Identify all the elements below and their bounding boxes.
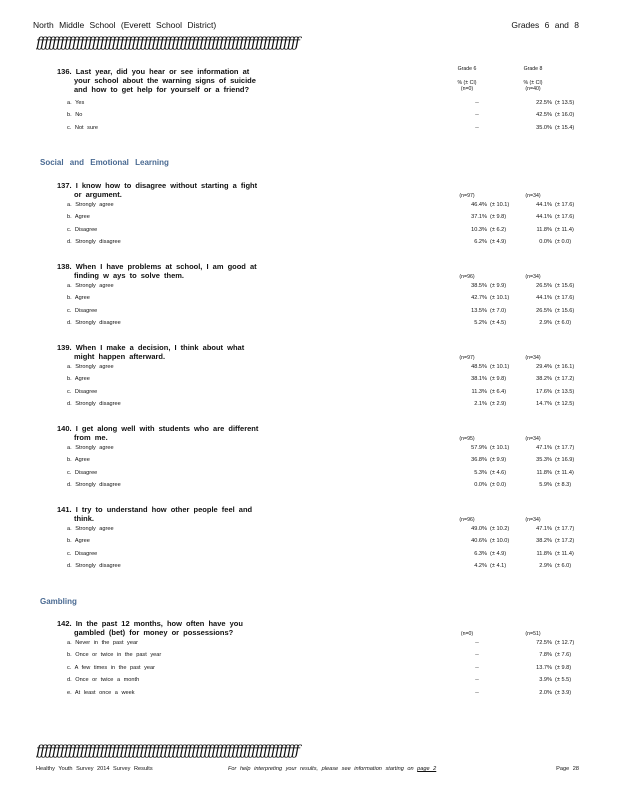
grade8-percent: 44.1% xyxy=(536,295,552,302)
grade6-column-header xyxy=(445,66,489,87)
response-label: c. Not sure xyxy=(67,124,99,131)
response-label: b. Agree xyxy=(67,295,90,302)
question-line: In the past 12 months, how often have you xyxy=(75,619,243,628)
response-label: b. Agree xyxy=(67,214,90,221)
question-number: 136. xyxy=(57,67,72,76)
grade6-no-data: -- xyxy=(475,689,479,696)
grade8-sample-size: (n=34) xyxy=(525,274,541,280)
response-row xyxy=(67,214,587,224)
grade8-percent: 35.3% xyxy=(536,457,552,464)
response-label: b. Agree xyxy=(67,376,90,383)
grade8-sample-size: (n=34) xyxy=(525,436,541,442)
grade8-percent: 44.1% xyxy=(536,214,552,221)
grade6-ci: (± 4.9) xyxy=(490,550,507,557)
pct-ci-label: % (± CI) xyxy=(523,80,543,86)
page-number: Page 28 xyxy=(556,766,579,772)
response-row xyxy=(67,652,587,662)
question-text xyxy=(57,68,282,94)
response-label: d. Strongly disagree xyxy=(67,482,121,489)
grade6-percent: 48.5% xyxy=(471,364,487,370)
question-line: When I make a decision, I think about what xyxy=(75,343,245,352)
response-label: c. Disagree xyxy=(67,469,98,476)
grade8-percent: 26.5% xyxy=(536,307,552,314)
response-row xyxy=(67,125,587,135)
grade8-percent: 7.8% xyxy=(539,652,552,659)
response-label: b. Agree xyxy=(67,457,90,464)
grade6-label: Grade 6 xyxy=(457,66,477,72)
grade6-percent: 10.3% xyxy=(471,226,487,233)
grade8-percent: 11.8% xyxy=(536,469,552,476)
school-name: North Middle School (Everett School District) xyxy=(33,20,217,30)
page-header xyxy=(33,20,579,34)
grade8-ci: (± 12.7) xyxy=(555,640,575,646)
grade6-ci: (± 10.1) xyxy=(490,364,510,370)
grade6-percent: 42.7% xyxy=(471,295,487,302)
response-label: e. At least once a week xyxy=(67,689,135,696)
response-row xyxy=(67,482,587,492)
grade6-percent: 57.9% xyxy=(471,445,487,451)
grade6-ci: (± 10.1) xyxy=(490,445,510,451)
grade6-no-data: -- xyxy=(475,100,479,106)
grade6-ci: (± 9.9) xyxy=(490,457,507,464)
question-line: finding w ays to solve them. xyxy=(74,270,185,280)
grade6-no-data: -- xyxy=(475,124,479,131)
grade8-ci: (± 17.2) xyxy=(555,538,575,545)
grade8-percent: 2.9% xyxy=(539,320,552,327)
grade8-ci: (± 8.3) xyxy=(555,482,572,489)
footer-survey-title: Healthy Youth Survey 2014 Survey Results xyxy=(36,766,153,772)
grade6-percent: 38.5% xyxy=(471,283,487,289)
grade8-percent: 17.6% xyxy=(536,388,552,395)
grade6-ci: (± 6.4) xyxy=(490,388,507,395)
grade8-sample-size: (n=34) xyxy=(525,193,541,199)
response-label: c. Disagree xyxy=(67,226,98,233)
grade8-ci: (± 17.6) xyxy=(555,295,575,302)
question-line: your school about the warning signs of suicide xyxy=(74,75,256,85)
response-label: d. Once or twice a month xyxy=(67,677,140,684)
question-text xyxy=(57,263,282,281)
grade8-percent: 2.0% xyxy=(539,689,552,696)
grade6-sample-size: (n=97) xyxy=(459,193,475,199)
grade6-sample-size: (n=96) xyxy=(459,274,475,280)
grade6-no-data: -- xyxy=(475,664,479,671)
question-number: 141. xyxy=(57,505,72,514)
grade6-ci: (± 9.8) xyxy=(490,214,507,221)
grade8-ci: (± 11.4) xyxy=(555,226,574,233)
question-text xyxy=(57,425,282,443)
grade8-percent: 11.8% xyxy=(536,226,552,233)
grade6-percent: 6.3% xyxy=(474,550,487,557)
grade8-ci: (± 15.6) xyxy=(555,307,575,314)
response-label: a. Strongly agree xyxy=(67,283,114,289)
grade6-sample-size: (n=95) xyxy=(459,436,475,442)
question-number: 142. xyxy=(57,619,72,628)
grade6-percent: 13.5% xyxy=(471,307,487,314)
page-footer xyxy=(36,766,579,776)
grade6-sample-size: (n=96) xyxy=(459,517,475,523)
response-row xyxy=(67,389,587,399)
response-row xyxy=(67,202,587,212)
question-number: 138. xyxy=(57,262,72,271)
response-row xyxy=(67,401,587,411)
grade6-percent: 5.3% xyxy=(474,469,487,476)
response-row xyxy=(67,470,587,480)
grade8-ci: (± 16.0) xyxy=(555,112,575,119)
grade8-percent: 11.8% xyxy=(536,550,552,557)
response-label: c. Disagree xyxy=(67,388,98,395)
response-label: a. Strongly agree xyxy=(67,202,114,208)
grade8-percent: 14.7% xyxy=(536,401,552,408)
grade8-ci: (± 11.4) xyxy=(555,469,574,476)
grade6-percent: 2.1% xyxy=(474,401,487,408)
grade8-percent: 29.4% xyxy=(536,364,552,370)
response-label: b. Agree xyxy=(67,538,90,545)
response-label: c. A few times in the past year xyxy=(67,664,155,671)
grade6-no-data: -- xyxy=(475,112,479,119)
response-row xyxy=(67,551,587,561)
grade6-percent: 40.6% xyxy=(471,538,487,545)
section-social-emotional: Social and Emotional Learning xyxy=(40,158,169,167)
grade8-percent: 3.9% xyxy=(539,677,552,684)
response-label: d. Strongly disagree xyxy=(67,239,121,246)
grade8-percent: 22.5% xyxy=(536,100,552,106)
grade6-percent: 6.2% xyxy=(474,239,487,246)
grade8-ci: (± 17.6) xyxy=(555,202,575,208)
grade6-no-data: -- xyxy=(475,652,479,659)
grade6-percent: 4.2% xyxy=(474,563,487,570)
grade8-percent: 72.5% xyxy=(536,640,552,646)
grade8-ci: (± 0.0) xyxy=(555,239,572,246)
grade6-ci: (± 9.9) xyxy=(490,283,507,289)
grade6-percent: 37.1% xyxy=(471,214,487,221)
response-label: a. Yes xyxy=(67,100,85,106)
question-line: Last year, did you hear or see information at xyxy=(75,67,250,76)
grade6-ci: (± 4.1) xyxy=(490,563,507,570)
grade8-sample-size: (n=51) xyxy=(525,631,541,637)
grade8-percent: 42.5% xyxy=(536,112,552,119)
grade8-percent: 47.1% xyxy=(536,445,552,451)
response-label: a. Strongly agree xyxy=(67,364,114,370)
grade6-ci: (± 10.1) xyxy=(490,295,510,302)
response-row xyxy=(67,227,587,237)
grade8-percent: 5.9% xyxy=(539,482,552,489)
grade8-percent: 2.9% xyxy=(539,563,552,570)
question-line: or argument. xyxy=(74,189,122,199)
response-row xyxy=(67,563,587,573)
grade8-ci: (± 9.8) xyxy=(555,664,572,671)
grade8-column-header xyxy=(511,66,555,87)
grade6-percent: 36.8% xyxy=(471,457,487,464)
grade8-sample-size: (n=34) xyxy=(525,517,541,523)
grade6-ci: (± 0.0) xyxy=(490,482,507,489)
grade6-sample-size: (n=0) xyxy=(460,631,474,637)
footer-help-text xyxy=(228,766,436,772)
response-row xyxy=(67,526,587,536)
response-row xyxy=(67,295,587,305)
grade6-ci: (± 4.5) xyxy=(490,320,507,327)
response-label: a. Strongly agree xyxy=(67,526,114,532)
question-text xyxy=(57,182,282,200)
question-line: I know how to disagree without starting a fight xyxy=(75,181,258,190)
response-row xyxy=(67,640,587,650)
response-row xyxy=(67,283,587,293)
grade6-sample-size: (n=97) xyxy=(459,355,475,361)
response-row xyxy=(67,677,587,687)
question-text xyxy=(57,506,282,524)
grade6-percent: 11.3% xyxy=(471,388,487,395)
grade8-ci: (± 15.4) xyxy=(555,124,575,131)
response-row xyxy=(67,376,587,386)
response-row xyxy=(67,364,587,374)
grade6-percent: 0.0% xyxy=(474,482,487,489)
question-text xyxy=(57,344,282,362)
grade8-percent: 44.1% xyxy=(536,202,552,208)
grade8-ci: (± 16.9) xyxy=(555,457,575,464)
response-row xyxy=(67,239,587,249)
grade8-ci: (± 11.4) xyxy=(555,550,574,557)
response-row xyxy=(67,445,587,455)
grade6-ci: (± 6.2) xyxy=(490,226,507,233)
question-line: gambled (bet) for money or possessions? xyxy=(74,627,234,637)
grade8-percent: 35.0% xyxy=(536,124,552,131)
grade6-ci: (± 4.9) xyxy=(490,239,507,246)
grade8-sample-size: (n=40) xyxy=(525,86,541,92)
section-gambling: Gambling xyxy=(40,597,77,606)
grade6-ci: (± 2.9) xyxy=(490,401,507,408)
grade6-no-data: -- xyxy=(475,640,479,646)
response-label: b. Once or twice in the past year xyxy=(67,652,162,659)
grade8-ci: (± 5.5) xyxy=(555,677,572,684)
response-row xyxy=(67,100,587,110)
grade6-percent: 5.2% xyxy=(474,320,487,327)
grade8-percent: 26.5% xyxy=(536,283,552,289)
grade8-ci: (± 13.5) xyxy=(555,388,575,395)
grade8-percent: 38.2% xyxy=(536,376,552,383)
question-line: from me. xyxy=(74,432,108,442)
pct-ci-label: % (± CI) xyxy=(457,80,477,86)
grade8-label: Grade 8 xyxy=(523,66,543,72)
grade6-ci: (± 9.8) xyxy=(490,376,507,383)
question-number: 139. xyxy=(57,343,72,352)
grade8-ci: (± 3.9) xyxy=(555,689,572,696)
response-row xyxy=(67,308,587,318)
grade8-percent: 38.2% xyxy=(536,538,552,545)
grade6-percent: 38.1% xyxy=(471,376,487,383)
grade8-ci: (± 17.6) xyxy=(555,214,575,221)
question-line: When I have problems at school, I am good at xyxy=(75,262,257,271)
grade6-no-data: -- xyxy=(475,677,479,684)
grade6-ci: (± 10.2) xyxy=(490,526,510,532)
grade8-percent: 0.0% xyxy=(539,239,552,246)
grade6-ci: (± 10.0) xyxy=(490,538,510,545)
grade6-percent: 46.4% xyxy=(471,202,487,208)
question-line: I get along well with students who are different xyxy=(75,424,259,433)
grade8-ci: (± 7.6) xyxy=(555,652,572,659)
grade8-ci: (± 17.2) xyxy=(555,376,575,383)
grade8-ci: (± 16.1) xyxy=(555,364,575,370)
question-number: 137. xyxy=(57,181,72,190)
grade8-sample-size: (n=34) xyxy=(525,355,541,361)
question-line: and how to get help for yourself or a friend? xyxy=(74,84,250,94)
grade8-ci: (± 15.6) xyxy=(555,283,575,289)
question-line: think. xyxy=(74,513,94,523)
response-label: c. Disagree xyxy=(67,550,98,557)
response-row xyxy=(67,112,587,122)
grade6-ci: (± 7.0) xyxy=(490,307,507,314)
response-label: d. Strongly disagree xyxy=(67,401,121,408)
response-row xyxy=(67,690,587,700)
grade6-percent: 49.0% xyxy=(471,526,487,532)
grade6-ci: (± 4.6) xyxy=(490,469,507,476)
response-label: b. No xyxy=(67,112,83,119)
response-row xyxy=(67,538,587,548)
grade8-ci: (± 17.7) xyxy=(555,526,575,532)
question-line: I try to understand how other people feel and xyxy=(75,505,253,514)
grade8-percent: 13.7% xyxy=(536,664,552,671)
page-2-link[interactable]: page 2 xyxy=(417,766,437,772)
response-label: d. Strongly disagree xyxy=(67,563,121,570)
question-number: 140. xyxy=(57,424,72,433)
bottom-rule: ƒƒƒƒƒƒƒƒƒƒƒƒƒƒƒƒƒƒƒƒƒƒƒƒƒƒƒƒƒƒƒƒƒƒƒƒƒƒƒƒƒƒƒƒƒƒƒƒƒƒƒƒƒƒƒƒƒƒƒƒƒƒƒƒƒƒ xyxy=(36,744,299,758)
grades-label: Grades 6 and 8 xyxy=(511,20,579,30)
grade6-ci: (± 10.1) xyxy=(490,202,510,208)
response-row xyxy=(67,457,587,467)
grade8-ci: (± 6.0) xyxy=(555,563,572,570)
response-label: a. Strongly agree xyxy=(67,445,114,451)
grade8-ci: (± 17.7) xyxy=(555,445,575,451)
footer-help-label: For help interpreting your results, please see information starting on xyxy=(228,766,414,772)
response-label: a. Never in the past year xyxy=(67,640,138,646)
response-label: d. Strongly disagree xyxy=(67,320,121,327)
grade8-ci: (± 13.5) xyxy=(555,100,575,106)
response-label: c. Disagree xyxy=(67,307,98,314)
grade8-percent: 47.1% xyxy=(536,526,552,532)
response-row xyxy=(67,320,587,330)
response-row xyxy=(67,665,587,675)
question-line: might happen afterward. xyxy=(74,351,166,361)
grade8-ci: (± 6.0) xyxy=(555,320,572,327)
top-rule: ƒƒƒƒƒƒƒƒƒƒƒƒƒƒƒƒƒƒƒƒƒƒƒƒƒƒƒƒƒƒƒƒƒƒƒƒƒƒƒƒƒƒƒƒƒƒƒƒƒƒƒƒƒƒƒƒƒƒƒƒƒƒƒƒƒƒ xyxy=(36,36,299,50)
grade6-sample-size: (n=0) xyxy=(460,86,474,92)
question-text xyxy=(57,620,282,638)
grade8-ci: (± 12.5) xyxy=(555,401,575,408)
